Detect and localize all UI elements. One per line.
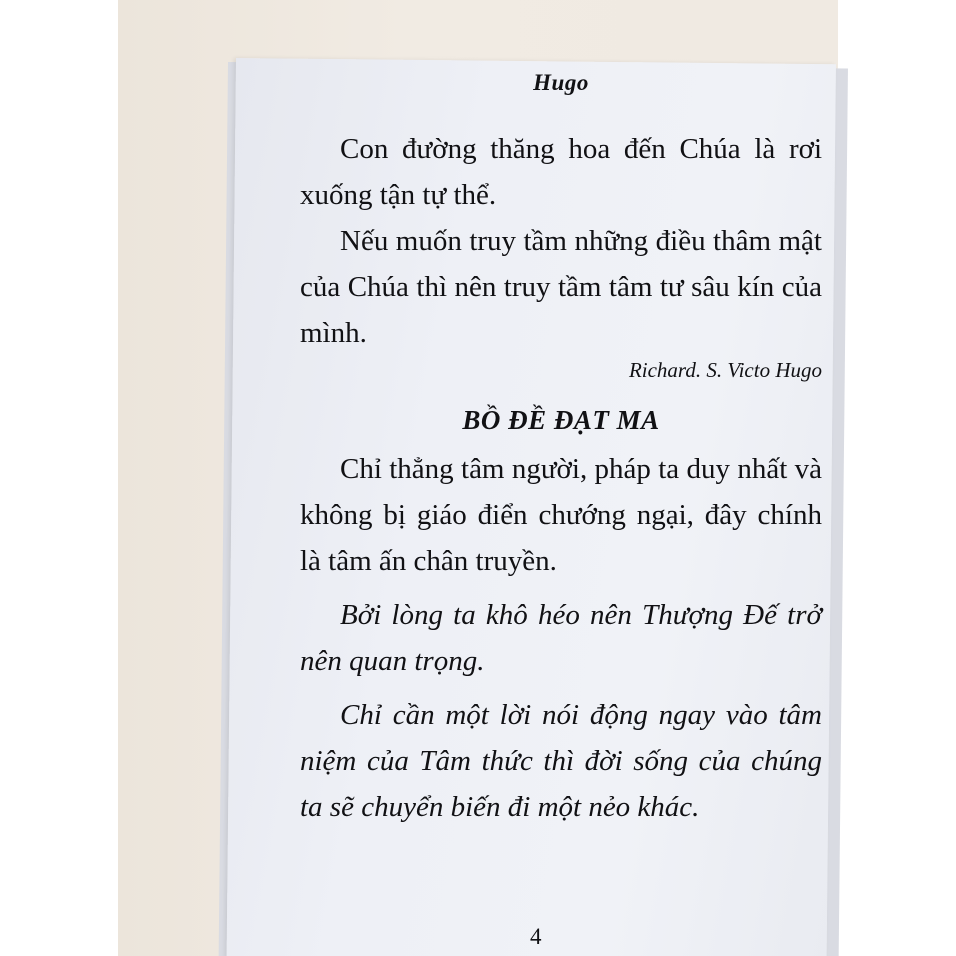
section-italic-paragraph: Bởi lòng ta khô héo nên Thượng Đế trở nên quan trọng.	[300, 599, 822, 677]
quote-paragraph: Nếu muốn truy tầm những điều thâm mật của Chúa thì nên truy tầm tâm tư sâu kín của mình.	[300, 225, 822, 349]
quote-block	[300, 126, 822, 383]
section-title: BỒ ĐỀ ĐẠT MA	[462, 405, 660, 435]
section-italic-paragraph: Chỉ cần một lời nói động ngay vào tâm niệm của Tâm thức thì đời sống của chúng ta sẽ chuyển biến đi một nẻo khác.	[300, 699, 822, 823]
running-header: Hugo	[533, 70, 589, 95]
quote-attribution: Richard. S. Victo Hugo	[628, 358, 822, 382]
section-paragraph: Chỉ thẳng tâm người, pháp ta duy nhất và không bị giáo điển chướng ngại, đây chính là tâm ấn chân truyền.	[300, 453, 822, 577]
quote-paragraph: Con đường thăng hoa đến Chúa là rơi xuống tận tự thể.	[300, 133, 822, 211]
page-number: 4	[530, 924, 542, 949]
page-content	[300, 70, 822, 838]
